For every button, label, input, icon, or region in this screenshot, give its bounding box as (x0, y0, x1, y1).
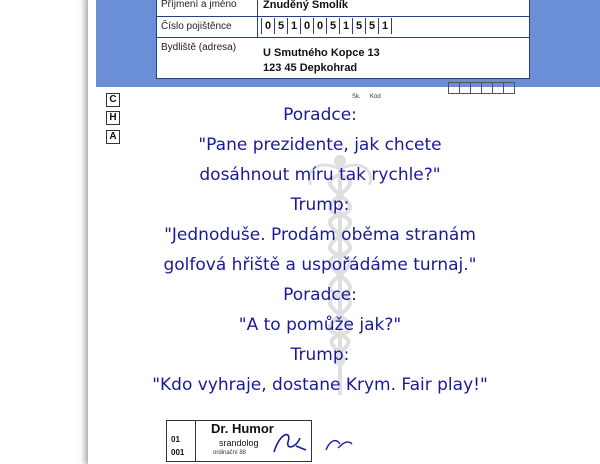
signature-icon (266, 428, 356, 454)
patient-info-box (156, 0, 530, 79)
insurance-label: Číslo pojištěnce (161, 21, 232, 32)
dialog-line: "Kdo vyhraje, dostane Krym. Fair play!" (152, 375, 488, 395)
code-box (448, 82, 459, 94)
insurance-digit: 5 (352, 18, 365, 34)
code-box (492, 82, 503, 94)
insurance-digit: 1 (378, 18, 392, 34)
dialog-line: Trump: (290, 345, 350, 365)
dialog-line: "Pane prezidente, jak chcete (198, 135, 442, 155)
cha-letter-c: C (106, 93, 120, 107)
insurance-number (261, 18, 392, 34)
insurance-row (157, 16, 529, 38)
code-box (470, 82, 481, 94)
code-boxes (448, 82, 515, 94)
dialog-line: dosáhnout míru tak rychle?" (199, 165, 441, 185)
insurance-digit: 0 (300, 18, 313, 34)
dialog-line: "Jednoduše. Prodám oběma stranám (164, 225, 476, 245)
code-box (481, 82, 492, 94)
stamp-small-text: ordinační 88 (213, 450, 247, 456)
doctor-name: Dr. Humor (211, 421, 274, 436)
insurance-digit: 1 (287, 18, 300, 34)
doctor-role: srandolog (219, 438, 259, 448)
stamp-code-bottom: 001 (171, 448, 185, 457)
insurance-digit: 1 (339, 18, 352, 34)
sk-label: Sk. (352, 94, 361, 100)
name-value: Znuděný Smolík (263, 0, 348, 11)
insurance-digit: 5 (326, 18, 339, 34)
address-line-1: U Smutného Kopce 13 (263, 47, 380, 59)
handwritten-dialog (110, 100, 530, 400)
dialog-line: Poradce: (283, 105, 357, 125)
dialog-line: golfová hřiště a uspořádáme turnaj." (163, 255, 477, 275)
code-box (459, 82, 470, 94)
cha-letter-h: H (106, 111, 120, 125)
dialog-line: Poradce: (283, 285, 357, 305)
stamp-code-top: 01 (171, 435, 180, 444)
stamp-code (167, 421, 196, 461)
name-label: Příjmení a jméno (161, 0, 237, 10)
name-row (157, 0, 529, 17)
insurance-digit: 5 (365, 18, 378, 34)
kod-label: Kód (370, 94, 381, 100)
address-row (157, 38, 529, 78)
dialog-line: Trump: (290, 195, 350, 215)
address-line-2: 123 45 Depkohrad (263, 62, 358, 74)
insurance-digit: 5 (274, 18, 287, 34)
insurance-digit: 0 (313, 18, 326, 34)
cha-letter-a: A (106, 130, 120, 144)
code-box (503, 82, 515, 94)
dialog-line: "A to pomůže jak?" (238, 315, 402, 335)
address-label: Bydliště (adresa) (161, 42, 237, 53)
insurance-digit: 0 (261, 18, 274, 34)
